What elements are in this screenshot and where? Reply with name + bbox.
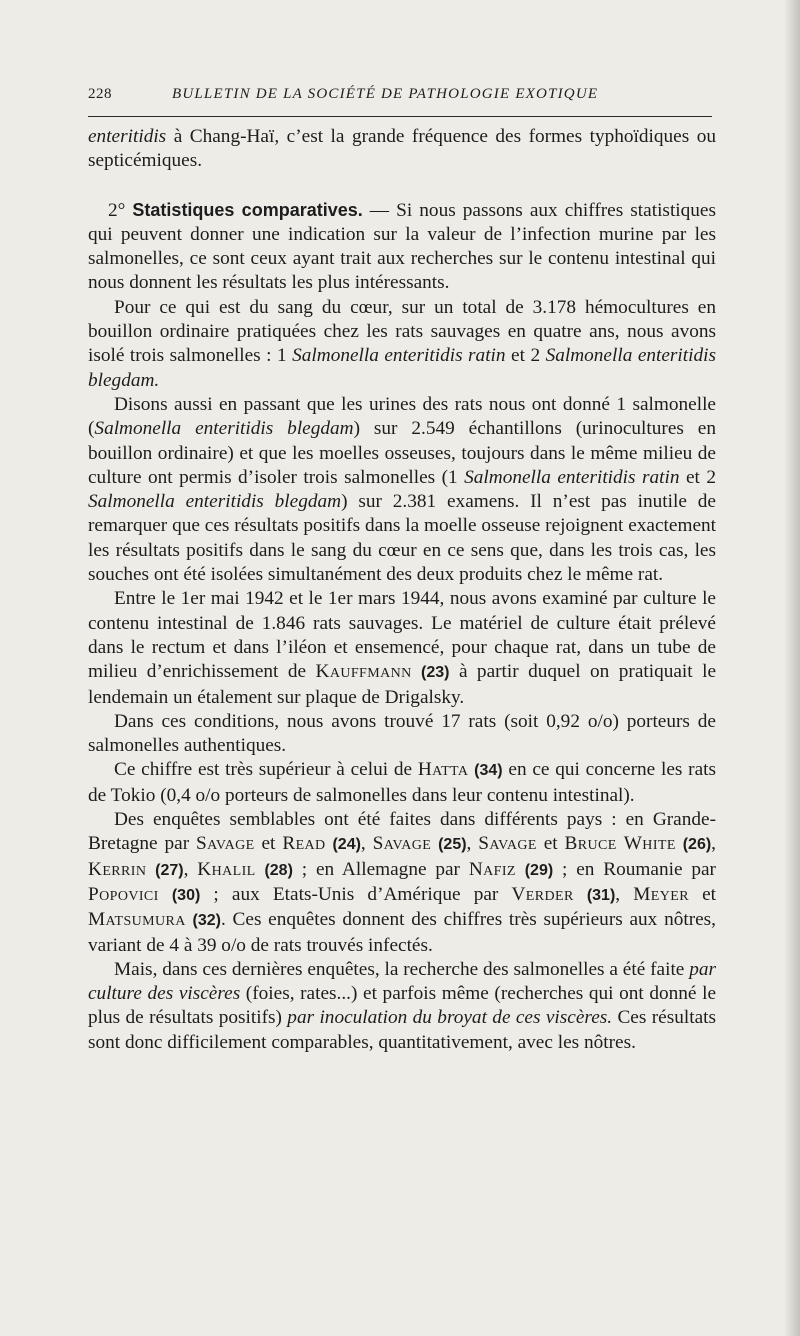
text-run [676, 833, 683, 854]
text-run: Disons aussi en passant que les urines des rats nous ont donné 1 salmonelle ( [88, 393, 716, 440]
paragraph [88, 710, 716, 759]
text-run [412, 661, 421, 682]
paragraph [88, 125, 716, 174]
text-run: et [536, 833, 565, 855]
paragraph [88, 198, 716, 296]
section-heading: Statistiques comparatives. [132, 199, 363, 220]
author-name: Savage [478, 833, 537, 855]
text-run: Entre le 1er mai 1942 et le 1er mars 1944, nous avons examiné par culture le contenu intestinal de 1.846 rats sauvages. Le matériel de culture était prélevé dans le rectum et dans l’iléon et ensemencé, pour chaque rat, dans un tube de milieu d’enrichissement de [88, 588, 716, 683]
reference-number: (29) [524, 861, 554, 879]
reference-number: (28) [264, 861, 293, 879]
running-head [88, 86, 726, 110]
text-run: Dans ces conditions, nous avons trouvé 17 rats (soit 0,92 o/o) porteurs de salmonelles authentiques. [88, 710, 716, 757]
text-run: en ce qui concerne les rats de Tokio (0,4 o/o porteurs de salmonelles dans leur contenu intestinal). [88, 759, 717, 806]
text-run: . Ces enquêtes donnent des chiffres très supérieurs aux nôtres, variant de 4 à 39 o/o de rats trouvés infectés. [88, 909, 717, 956]
text-run: (foies, rates...) et parfois même (recherches qui ont donné le plus de résultats positifs) [88, 983, 716, 1029]
reference-number: (30) [171, 886, 201, 904]
header-rule [88, 116, 712, 117]
text-run [186, 909, 193, 930]
page-number: 228 [88, 86, 112, 102]
text-run: — Si nous passons aux chiffres statistiques qui peuvent donner une indication sur la valeur de l’infection murine par les salmonelles, ce sont ceux ayant trait aux recherches sur le contenu intestinal qui nous donnent les résultats les plus intéressants. [88, 199, 716, 294]
reference-number: (31) [586, 886, 616, 904]
reference-number: (25) [438, 836, 467, 854]
author-name: Verder [511, 883, 574, 905]
text-run: Mais, dans ces dernières enquêtes, la recherche des salmonelles a été faite [114, 958, 690, 980]
text-run [574, 884, 587, 905]
author-name: Hatta [417, 759, 469, 781]
text-run: ; aux Etats-Unis d’Amérique par [200, 883, 512, 905]
reference-number: (34) [474, 762, 503, 780]
italic-text: Salmonella enteritidis blegdam [88, 491, 342, 513]
italic-text: enteritidis [88, 126, 167, 147]
reference-number: (27) [155, 861, 184, 879]
text-run: , [711, 833, 716, 855]
author-name: Meyer [633, 883, 689, 905]
reference-number: (32) [192, 912, 221, 930]
author-name: Khalil [197, 858, 256, 880]
text-run: et 2 [679, 466, 716, 488]
journal-title: BULLETIN DE LA SOCIÉTÉ DE PATHOLOGIE EXOTIQUE [172, 86, 599, 102]
text-run: Ce chiffre est très supérieur à celui de [114, 759, 418, 781]
text-run: et [254, 833, 283, 855]
author-name: Matsumura [88, 909, 186, 931]
article-body [88, 125, 716, 1055]
text-run: et [688, 883, 716, 905]
text-run: à Chang-Haï, c’est la grande fréquence des formes typhoïdiques ou septicémiques. [88, 126, 716, 172]
text-run [146, 859, 155, 880]
text-run: à partir duquel on pratiquait le lendemain un étalement sur plaque de Drigalsky. [88, 661, 716, 708]
text-run: ; en Allemagne par [292, 858, 469, 880]
author-name: Popovici [88, 883, 159, 905]
text-run [159, 884, 172, 905]
italic-text: Salmonella enteritidis blegdam [94, 418, 354, 440]
italic-text: Salmonella enteritidis ratin [464, 466, 680, 488]
text-run: Des enquêtes semblables ont été faites dans différents pays : en Grande-Bretagne par [88, 809, 716, 855]
paragraph [88, 808, 716, 958]
author-name: Savage [372, 833, 432, 855]
text-run: , [360, 833, 373, 855]
paragraph [88, 296, 716, 393]
reference-number: (26) [682, 836, 712, 854]
text-run: ) sur 2.549 échantillons (urinocultures en bouillon ordinaire) et que les moelles osseuses, toujours dans le même milieu de culture ont permis d’isoler trois salmonelles (1 [88, 418, 716, 488]
text-run [516, 859, 525, 880]
text-run: ) sur 2.381 examens. Il n’est pas inutile de remarquer que ces résultats positifs dans la moelle osseuse rejoignent exactement les résultats positifs dans le sang du cœur en ce sens que, dans les trois cas, les souches ont été isolées simultanément des deux produits chez le même rat. [88, 491, 716, 586]
author-name: Kauffmann [315, 661, 412, 683]
italic-text: par inoculation du broyat de ces viscères. [287, 1007, 613, 1029]
text-run: , [466, 833, 479, 855]
reference-number: (24) [332, 836, 361, 854]
paragraph [88, 393, 716, 587]
text-run: , [183, 858, 198, 880]
italic-text: par culture des viscères [88, 958, 716, 1005]
text-run: ; en Roumanie par [553, 858, 716, 880]
paragraph [88, 587, 716, 709]
italic-text: Salmonella enteritidis ratin [292, 345, 506, 367]
reference-number: (23) [421, 664, 450, 682]
paragraph [88, 958, 716, 1055]
text-run: et 2 [505, 345, 546, 367]
author-name: Nafiz [468, 858, 516, 880]
italic-text: Salmonella enteritidis blegdam. [88, 345, 717, 391]
text-run: 2° [108, 199, 133, 221]
author-name: Read [282, 833, 326, 855]
text-run: , [615, 883, 634, 905]
author-name: Kerrin [88, 858, 147, 880]
paragraph [88, 758, 716, 808]
text-run: Pour ce qui est du sang du cœur, sur un total de 3.178 hémocultures en bouillon ordinaire pratiquées chez les rats sauvages en quatre ans, nous avons isolé trois salmonelles : 1 [88, 296, 716, 367]
author-name: Savage [196, 833, 255, 855]
text-run: Ces résultats sont donc difficilement comparables, quantitativement, avec les nôtres. [88, 1007, 716, 1053]
author-name: Bruce White [564, 833, 676, 855]
page-edge-shadow [784, 0, 800, 1336]
